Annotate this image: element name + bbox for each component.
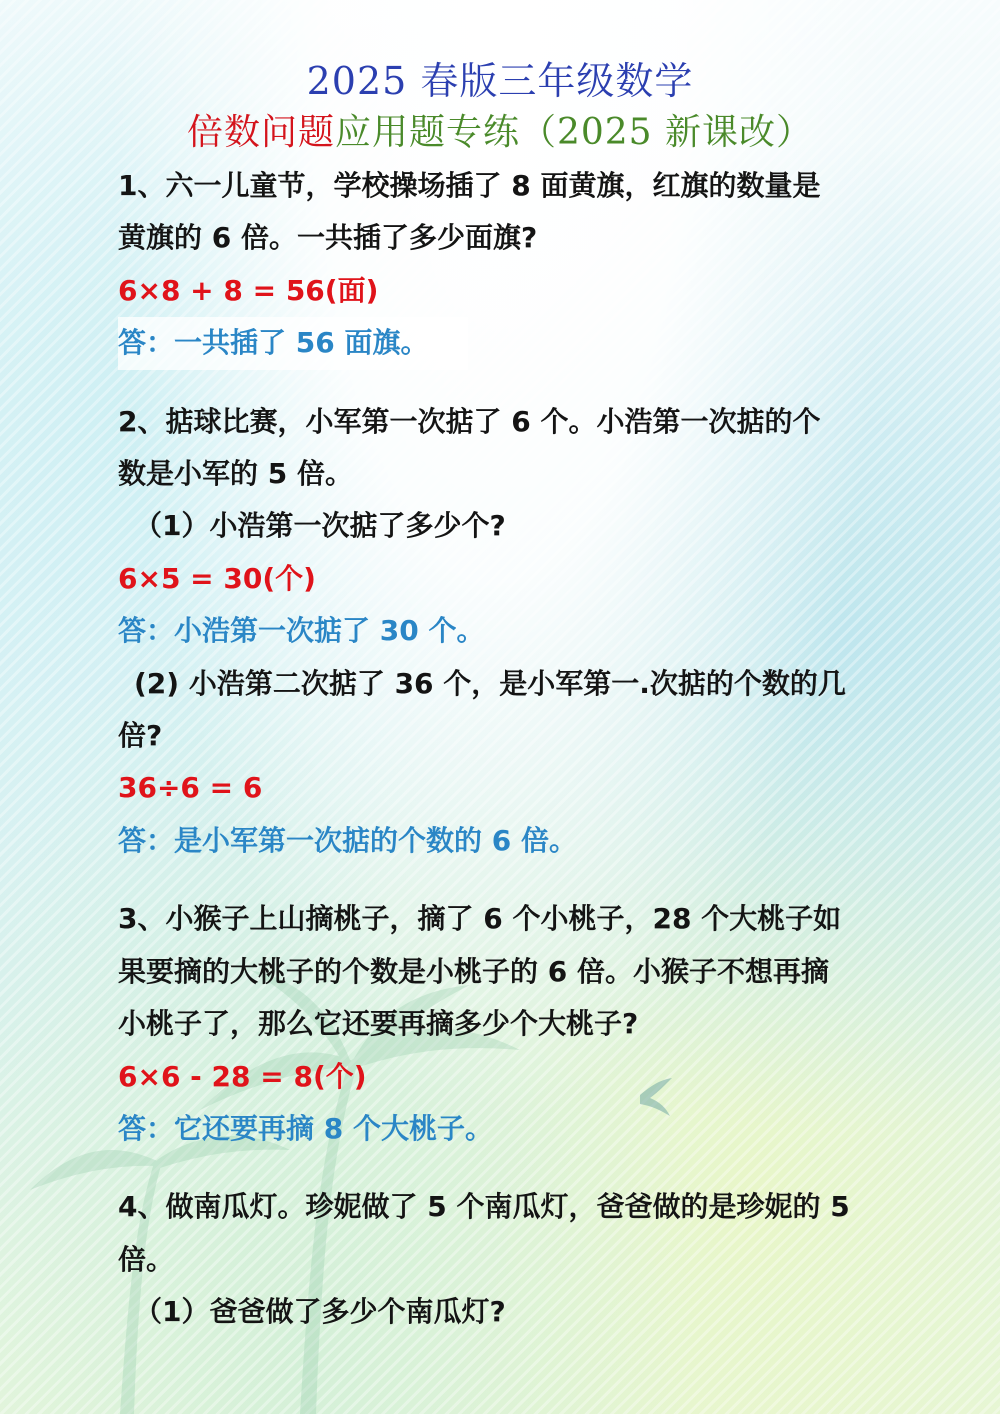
problem-3-formula: 6×6 - 28 = 8(个): [118, 1059, 367, 1093]
title-line1: 2025 春版三年级数学: [306, 59, 694, 103]
problem-1-answer: 答：一共插了 56 面旗。: [118, 317, 468, 369]
problem-3-text-line-1: 3、小猴子上山摘桃子，摘了 6 个小桃子，28 个大桃子如: [118, 902, 842, 936]
problem-4: [118, 1181, 888, 1338]
title-rest: 应用题专练（2025 新课改）: [334, 112, 814, 153]
problem-4-text-line-2: 倍。: [118, 1242, 175, 1276]
problem-1-text-line-2: 黄旗的 6 倍。一共插了多少面旗?: [118, 221, 538, 255]
problem-2: [118, 396, 888, 868]
problem-1: [118, 160, 888, 370]
problem-2-formula-1: 6×5 = 30(个): [118, 561, 316, 595]
problem-2-subquestion-1: （1）小浩第一次掂了多少个?: [134, 509, 506, 543]
problem-4-text-line-1: 4、做南瓜灯。珍妮做了 5 个南瓜灯，爸爸做的是珍妮的 5: [118, 1190, 850, 1224]
problem-1-formula: 6×8 + 8 = 56(面): [118, 273, 379, 307]
problem-2-answer-1: 答：小浩第一次掂了 30 个。: [118, 614, 485, 648]
problem-2-subquestion-2-line-1: (2) 小浩第二次掂了 36 个，是小军第一.次掂的个数的几: [134, 666, 846, 700]
problem-list: [118, 160, 888, 1339]
title-highlight: 倍数问题: [186, 112, 335, 153]
problem-1-text-line-1: 1、六一儿童节，学校操场插了 8 面黄旗，红旗的数量是: [118, 169, 821, 202]
problem-3: [118, 893, 888, 1155]
problem-2-text-line-1: 2、掂球比赛，小军第一次掂了 6 个。小浩第一次掂的个: [118, 404, 821, 438]
problem-2-subquestion-2-line-2: 倍?: [118, 719, 163, 753]
problem-4-subquestion-1: （1）爸爸做了多少个南瓜灯?: [134, 1295, 506, 1329]
title-line2: [0, 104, 1000, 155]
problem-2-answer-2: 答：是小军第一次掂的个数的 6 倍。: [118, 823, 577, 857]
problem-2-formula-2: 36÷6 = 6: [118, 771, 263, 805]
problem-3-answer: 答：它还要再摘 8 个大桃子。: [118, 1111, 493, 1145]
problem-2-text-line-2: 数是小军的 5 倍。: [118, 457, 353, 491]
problem-3-text-line-2: 果要摘的大桃子的个数是小桃子的 6 倍。小猴子不想再摘: [118, 954, 829, 988]
problem-3-text-line-3: 小桃子了，那么它还要再摘多少个大桃子?: [118, 1007, 639, 1041]
